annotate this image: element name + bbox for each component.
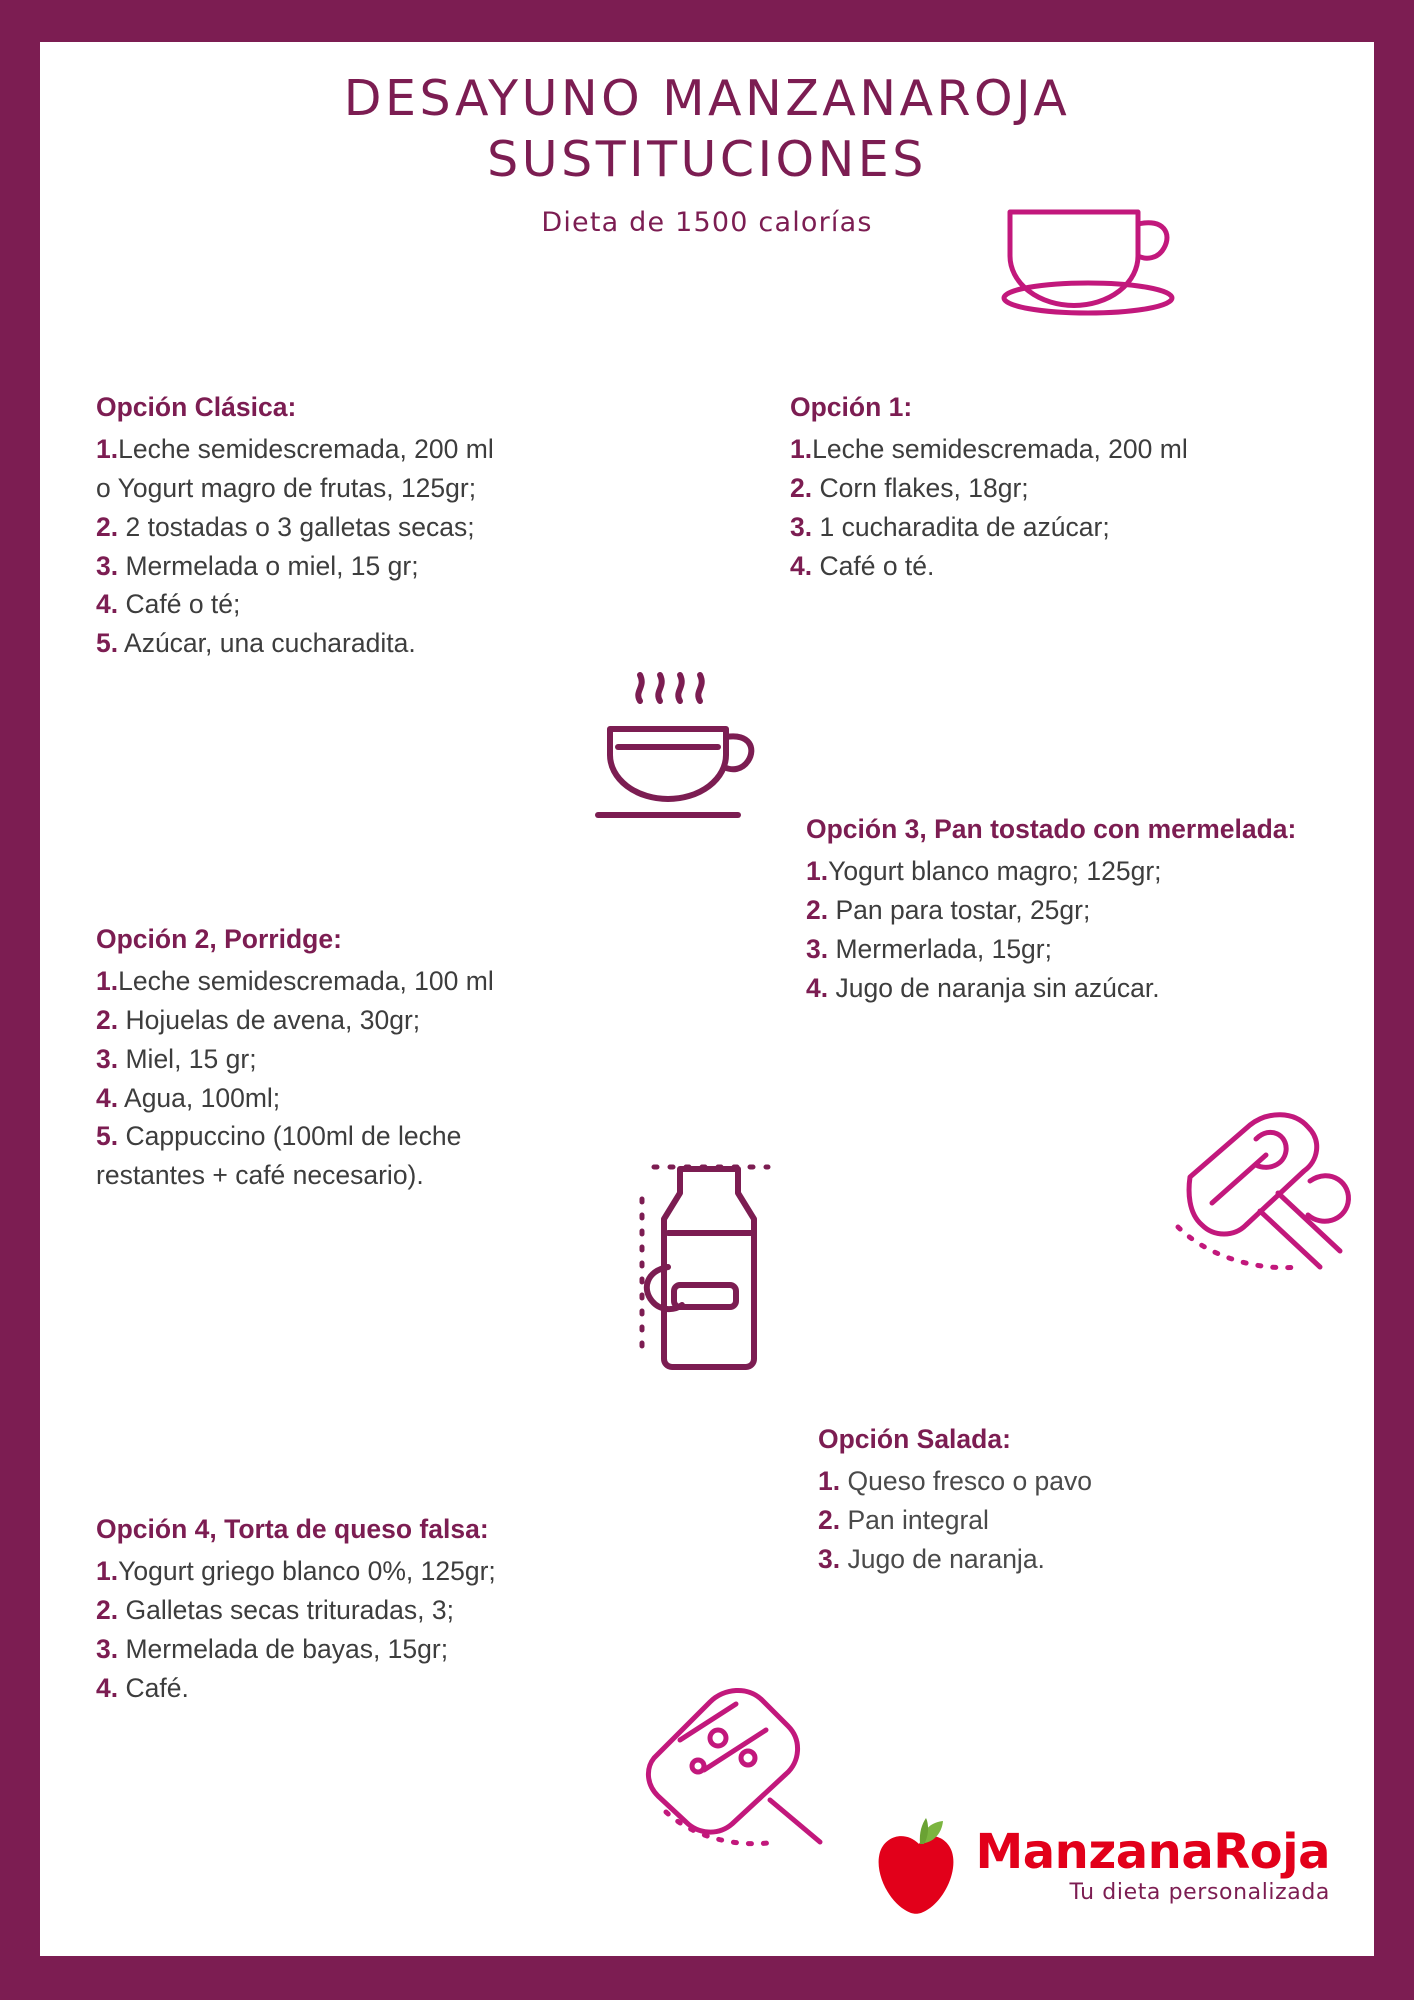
page-title-line-1: DESAYUNO MANZANAROJA	[343, 70, 1071, 127]
list-item: 2. Pan integral	[818, 1505, 989, 1536]
apple-logo-icon	[876, 1818, 962, 1914]
list-item: 4. Café o té.	[790, 550, 935, 581]
list-item: 3. 1 cucharadita de azúcar;	[790, 511, 1110, 542]
brand-tagline: Tu dieta personalizada	[1069, 1880, 1330, 1905]
list-item: 2. Hojuelas de avena, 30gr;	[96, 1005, 421, 1036]
list-item: 3. Mermelada o miel, 15 gr;	[96, 550, 419, 581]
list-item: 5. Azúcar, una cucharadita.	[96, 627, 416, 658]
list-item: 2. Galletas secas trituradas, 3;	[96, 1595, 454, 1626]
list-item: 1.Yogurt griego blanco 0%, 125gr;	[96, 1556, 496, 1587]
option-heading: Opción 3, Pan tostado con mermelada:	[806, 814, 1297, 844]
option-list	[818, 1462, 1338, 1578]
coffee-cup-steam-icon	[588, 667, 778, 857]
option-heading: Opción Salada:	[818, 1424, 1011, 1454]
option-list	[806, 852, 1346, 1007]
list-item: 1.Leche semidescremada, 100 ml	[96, 966, 494, 997]
page-title-line-2: SUSTITUCIONES	[487, 131, 927, 189]
list-item: 3. Mermelada de bayas, 15gr;	[96, 1633, 449, 1664]
page-subtitle: Dieta de 1500 calorías	[541, 206, 873, 238]
option-block-salada	[818, 1422, 1338, 1579]
list-item: 3. Miel, 15 gr;	[96, 1043, 257, 1074]
list-item: 5. Cappuccino (100ml de leche	[96, 1121, 462, 1152]
list-item: 3. Mermerlada, 15gr;	[806, 933, 1052, 964]
list-item: 2. 2 tostadas o 3 galletas secas;	[96, 511, 475, 542]
list-item: restantes + café necesario).	[96, 1159, 424, 1190]
option-list	[96, 430, 656, 662]
option-heading: Opción 4, Torta de queso falsa:	[96, 1514, 489, 1544]
option-heading: Opción Clásica:	[96, 392, 297, 422]
option-block-4	[96, 1512, 696, 1707]
option-block-3	[806, 812, 1346, 1007]
list-item: 2. Pan para tostar, 25gr;	[806, 895, 1091, 926]
list-item: 2. Corn flakes, 18gr;	[790, 473, 1029, 504]
option-heading: Opción 2, Porridge:	[96, 924, 342, 954]
list-item: 4. Café o té;	[96, 589, 241, 620]
list-item: 1.Leche semidescremada, 200 ml	[790, 434, 1188, 465]
list-item: 3. Jugo de naranja.	[818, 1543, 1045, 1574]
option-list	[790, 430, 1370, 585]
list-item: 1. Queso fresco o pavo	[818, 1466, 1093, 1497]
toast-with-jam-icon	[1160, 1107, 1374, 1297]
coffee-cup-icon	[992, 194, 1202, 324]
list-item: 1.Leche semidescremada, 200 ml	[96, 434, 494, 465]
list-item: o Yogurt magro de frutas, 125gr;	[96, 473, 477, 504]
brand-wordmark	[975, 1824, 1331, 1905]
option-block-clasica	[96, 390, 656, 663]
poster-sheet	[40, 42, 1374, 1956]
option-list	[96, 962, 676, 1194]
list-item: 1.Yogurt blanco magro; 125gr;	[806, 856, 1162, 887]
list-item: 4. Agua, 100ml;	[96, 1082, 281, 1113]
brand-name: ManzanaRoja	[975, 1824, 1330, 1880]
brand-logo	[876, 1818, 1331, 1914]
list-item: 4. Café.	[96, 1672, 189, 1703]
option-block-1	[790, 390, 1370, 585]
option-block-2	[96, 922, 676, 1195]
milk-can-icon	[618, 1147, 803, 1397]
option-heading: Opción 1:	[790, 392, 913, 422]
cheese-sandwich-icon	[620, 1662, 850, 1852]
list-item: 4. Jugo de naranja sin azúcar.	[806, 972, 1160, 1003]
option-list	[96, 1552, 696, 1707]
